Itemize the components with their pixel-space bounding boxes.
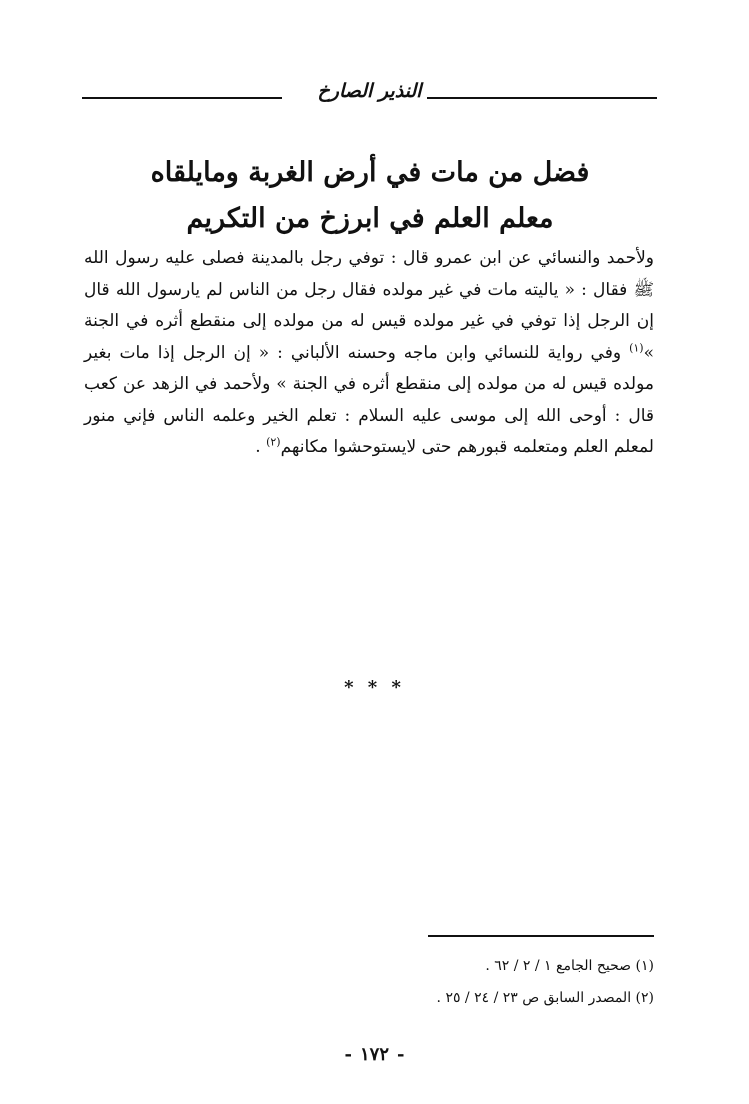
chapter-title-line-2: معلم العلم في ابرزخ من التكريم [186, 203, 554, 234]
footnote-rule [428, 935, 654, 937]
paragraph-text-1: ولأحمد والنسائي عن ابن عمرو قال : توفي رجل بالمدينة فصلى عليه رسول الله ﷺ فقال : « ياليته مات في غير مولده فقال رجل من الناس لم يارسول الله قال إن الرجل إذا توفي في غير مولده قيس له من مولده إلى منقطع أثره في الجنة » [84, 248, 654, 363]
body-paragraph [84, 243, 654, 464]
header-rule-right [427, 97, 657, 99]
running-header [82, 78, 657, 108]
page-number [0, 1044, 749, 1065]
chapter-title-line-1: فضل من مات في أرض الغربة ومايلقاه [150, 157, 590, 188]
section-separator: * * * [344, 677, 405, 698]
running-title: النذير الصارخ [317, 80, 422, 102]
paragraph-closing: . [255, 437, 267, 457]
page-number-value: ١٧٢ [359, 1044, 389, 1065]
footnote-2: (٢) المصدر السابق ص ٢٣ / ٢٤ / ٢٥ . [436, 990, 654, 1006]
footnote-1: (١) صحيح الجامع ١ / ٢ / ٦٢ . [485, 958, 654, 974]
chapter-title [90, 150, 650, 242]
body-text [84, 243, 654, 464]
paragraph-text-2: وفي رواية للنسائي وابن ماجه وحسنه الألباني : « إن الرجل إذا مات بغير مولده قيس له من مولده إلى منقطع أثره في الجنة » ولأحمد في الزهد عن كعب قال : أوحى الله إلى موسى عليه السلام : تعلم الخير وعلمه الناس فإني منور لمعلم العلم ومتعلمه قبورهم حتى لايستوحشوا مكانهم [84, 342, 654, 457]
page-number-dash-right: - [397, 1044, 405, 1065]
footnote-ref-2: (٢) [266, 435, 281, 449]
footnotes [380, 950, 654, 1014]
footnote-ref-1: (١) [629, 340, 644, 354]
page-number-dash-left: - [344, 1044, 352, 1065]
